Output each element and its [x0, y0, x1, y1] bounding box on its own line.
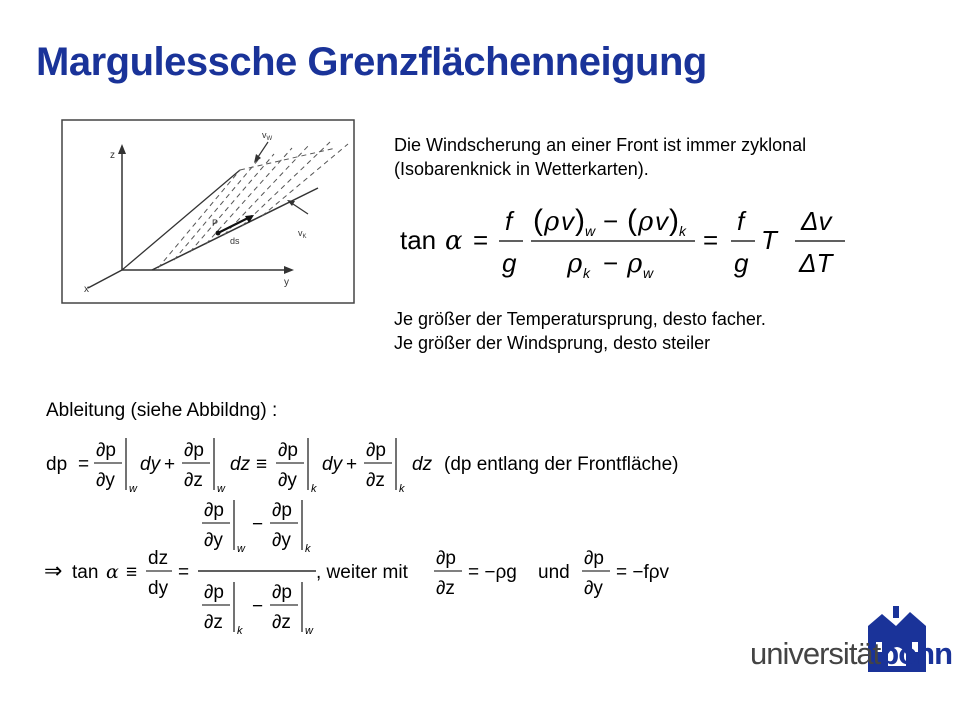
eq-f-2: f	[737, 206, 745, 236]
eq-T: T	[761, 225, 777, 255]
derivation-heading: Ableitung (siehe Abbildng) :	[46, 400, 278, 421]
row3-num2-bot: ∂y	[272, 530, 291, 551]
intro-line-2: (Isobarenknick in Wetterkarten).	[394, 159, 649, 179]
eq-sub-w-1: w	[585, 223, 596, 239]
row3-num-sub-w: w	[237, 543, 245, 555]
eq-rho-4: ρ	[627, 249, 643, 279]
intro-line-1: Die Windscherung an einer Front ist immer zyklonal	[394, 135, 807, 155]
row2-sub-k-2: k	[399, 483, 405, 495]
intro-text	[394, 133, 806, 181]
row2-frac2-den: ∂z	[184, 470, 203, 491]
row2-plus-2: +	[346, 454, 358, 475]
outro-line-1: Je größer der Temperatursprung, desto facher.	[394, 309, 766, 329]
row2-dz-2: dz	[412, 454, 433, 475]
row3-f-den: ∂y	[584, 578, 603, 599]
row2-frac3-den: ∂y	[278, 470, 297, 491]
label-ds: ds	[230, 236, 240, 246]
row2-sub-k-1: k	[311, 483, 317, 495]
row3-equals: =	[178, 562, 190, 583]
row2-note: (dp entlang der Frontfläche)	[444, 454, 679, 475]
eq-minus-1: −	[603, 206, 619, 236]
row3-num1-top: ∂p	[204, 500, 224, 521]
eq-f-1: f	[505, 206, 513, 236]
row3-num2-top: ∂p	[272, 500, 292, 521]
dp-equation-row	[46, 438, 678, 495]
eq-paren-close-2: )	[669, 204, 679, 237]
eq-sub-w-2: w	[643, 265, 654, 281]
row3-g-num: ∂p	[436, 548, 456, 569]
row2-equiv: ≡	[256, 454, 268, 475]
eq-paren-close-1: )	[575, 204, 585, 237]
row3-den2-top: ∂p	[272, 582, 292, 603]
label-x: x	[84, 284, 89, 295]
eq-rho-1: ρ	[544, 207, 560, 237]
row3-dz: dz	[148, 548, 169, 569]
outro-text	[394, 307, 766, 355]
row3-tan: tan	[72, 562, 99, 583]
row3-alpha: α	[106, 561, 119, 583]
row2-equals: =	[78, 454, 90, 475]
logo-text-bold: bonn	[880, 636, 953, 671]
row3-equiv: ≡	[126, 562, 138, 583]
row3-num-minus: −	[252, 514, 264, 535]
logo-text-light: universität	[750, 636, 881, 671]
eq-sub-k-1: k	[679, 223, 686, 239]
row2-frac4-num: ∂p	[366, 440, 386, 461]
row3-den2-bot: ∂z	[272, 612, 291, 633]
label-y: y	[284, 277, 289, 288]
row3-weiter: , weiter mit	[316, 562, 408, 583]
row3-den1-top: ∂p	[204, 582, 224, 603]
row3-den1-bot: ∂z	[204, 612, 223, 633]
eq-minus-2: −	[603, 248, 619, 278]
row2-frac4-den: ∂z	[366, 470, 385, 491]
row2-dp: dp	[46, 454, 68, 475]
row3-den-sub-w: w	[305, 625, 313, 637]
eq-dT: ΔT	[799, 248, 833, 278]
row3-implies: ⇒	[44, 558, 63, 583]
row3-rhs-f: = −fρv	[616, 562, 670, 583]
eq-rho-3: ρ	[567, 249, 583, 279]
row2-sub-w-1: w	[129, 483, 137, 495]
eq-equals-2: =	[703, 225, 719, 255]
point-p	[216, 231, 221, 236]
row3-rhs-g: = −ρg	[468, 562, 517, 583]
row2-frac1-num: ∂p	[96, 440, 116, 461]
row3-dy: dy	[148, 578, 169, 599]
eq-dv: Δv	[801, 206, 832, 236]
label-vk: $v_K$	[298, 228, 307, 240]
margules-equation	[395, 192, 855, 292]
label-z: z	[110, 150, 115, 161]
university-wordmark	[750, 636, 952, 672]
eq-paren-open-1: (	[533, 204, 543, 237]
eq-tan: tan	[400, 225, 437, 255]
frontal-surface-figure	[40, 108, 370, 308]
row3-den-sub-k: k	[237, 625, 243, 637]
row2-dz-1: dz	[230, 454, 251, 475]
row3-g-den: ∂z	[436, 578, 455, 599]
eq-v-1: v	[561, 206, 574, 236]
row3-f-num: ∂p	[584, 548, 604, 569]
eq-sub-k-2: k	[583, 265, 590, 281]
slide-title: Margulessche Grenzflächenneigung	[36, 40, 707, 84]
row3-num-sub-k: k	[305, 543, 311, 555]
eq-rho-2: ρ	[638, 207, 654, 237]
row3-und: und	[538, 562, 570, 583]
row2-plus-1: +	[164, 454, 176, 475]
row3-num1-bot: ∂y	[204, 530, 223, 551]
label-p: P	[212, 218, 219, 228]
label-vw: $v_W$	[262, 130, 273, 142]
row2-frac3-num: ∂p	[278, 440, 298, 461]
eq-equals-1: =	[473, 225, 489, 255]
eq-g-2: g	[734, 248, 749, 278]
row2-dy-1: dy	[140, 454, 161, 475]
tan-alpha-row	[44, 500, 670, 637]
row3-den-minus: −	[252, 596, 264, 617]
eq-paren-open-2: (	[627, 204, 637, 237]
derivation-block	[40, 388, 740, 643]
figure-frame	[62, 120, 354, 303]
row2-dy-2: dy	[322, 454, 343, 475]
row2-frac2-num: ∂p	[184, 440, 204, 461]
eq-g-1: g	[502, 248, 517, 278]
row2-sub-w-2: w	[217, 483, 225, 495]
eq-v-2: v	[655, 206, 668, 236]
outro-line-2: Je größer der Windsprung, desto steiler	[394, 333, 711, 353]
eq-alpha: α	[445, 226, 463, 256]
row2-frac1-den: ∂y	[96, 470, 115, 491]
